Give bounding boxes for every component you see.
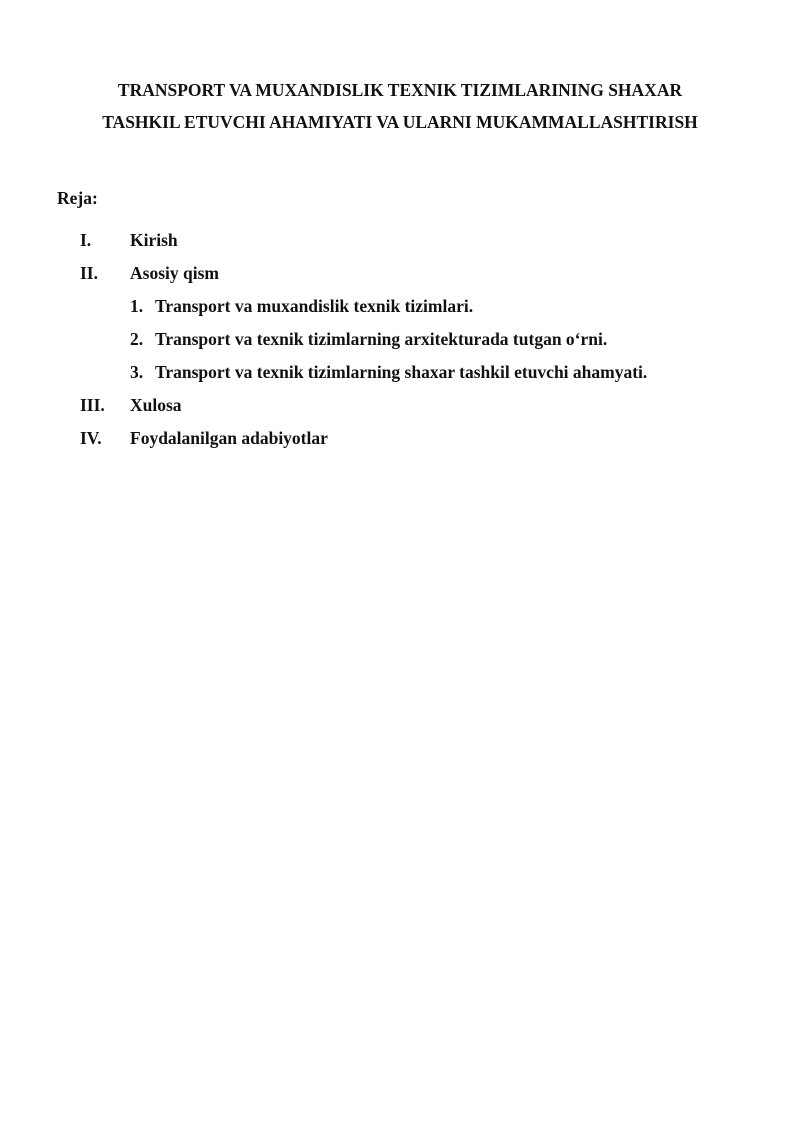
subitem-label: Transport va muxandislik texnik tizimlari.: [155, 296, 474, 316]
outline-number: III.: [80, 395, 105, 415]
outline-number: I.: [80, 230, 92, 250]
title-line-1: TRANSPORT VA MUXANDISLIK TEXNIK TIZIMLARINING SHAXAR: [117, 80, 683, 100]
subitem-label: Transport va texnik tizimlarning arxitekturada tutgan o‘rni.: [155, 329, 608, 349]
outline-number: II.: [80, 263, 98, 283]
outline-label: Asosiy qism: [130, 263, 219, 283]
document-title: [40, 74, 760, 138]
subitem-number: 2.: [130, 329, 144, 349]
subitem-number: 3.: [130, 362, 144, 382]
subitem-number: 1.: [130, 296, 144, 316]
outline-label: Xulosa: [130, 395, 182, 415]
title-line-2: TASHKIL ETUVCHI AHAMIYATI VA ULARNI MUKAMMALLASHTIRISH: [102, 112, 698, 132]
subitem-label: Transport va texnik tizimlarning shaxar tashkil etuvchi ahamyati.: [155, 362, 648, 382]
outline-label: Foydalanilgan adabiyotlar: [130, 428, 328, 448]
outline-number: IV.: [80, 428, 102, 448]
plan-label: Reja:: [57, 188, 98, 208]
outline-label: Kirish: [130, 230, 178, 250]
